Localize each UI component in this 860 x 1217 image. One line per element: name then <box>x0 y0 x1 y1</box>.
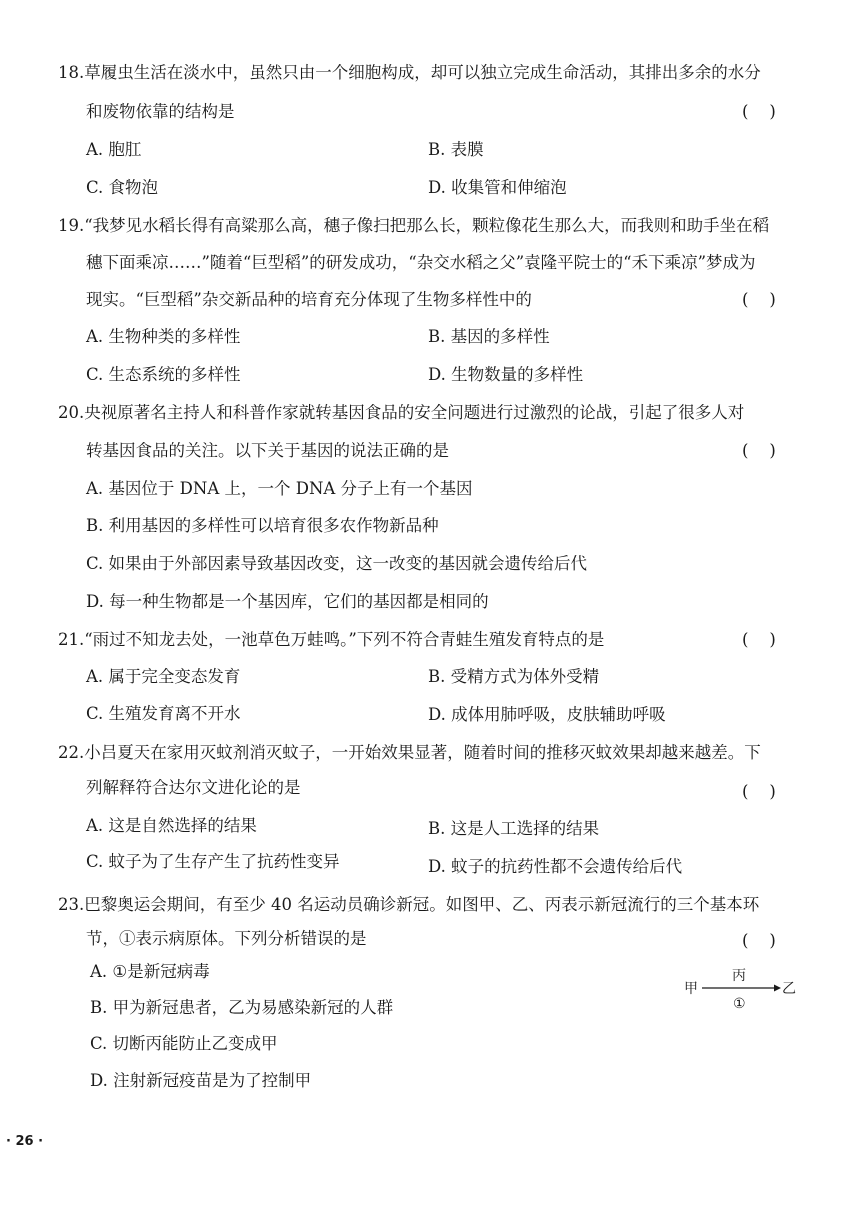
q20-stem-line-1: 20.央视原著名主持人和科普作家就转基因食品的安全问题进行过激烈的论战，引起了很多人对 <box>58 403 745 422</box>
diagram-arrow-head <box>774 985 781 992</box>
q19-stem-line-2: 穗下面乘凉……”随着“巨型稻”的研发成功，“杂交水稻之父”袁隆平院士的“禾下乘凉”梦成为 <box>86 253 756 272</box>
q23-option-d: D. 注射新冠疫苗是为了控制甲 <box>90 1071 312 1090</box>
q18-option-d: D. 收集管和伸缩泡 <box>428 178 567 197</box>
q21-option-d: D. 成体用肺呼吸，皮肤辅助呼吸 <box>428 705 666 724</box>
diagram-label-yi: 乙 <box>782 981 796 997</box>
q21-option-b: B. 受精方式为体外受精 <box>428 667 600 686</box>
q22-stem-line-2: 列解释符合达尔文进化论的是 <box>86 778 301 797</box>
q22-option-d: D. 蚊子的抗药性都不会遗传给后代 <box>428 857 683 876</box>
q19-option-a: A. 生物种类的多样性 <box>86 327 241 346</box>
q20-option-c: C. 如果由于外部因素导致基因改变，这一改变的基因就会遗传给后代 <box>86 554 588 573</box>
q18-option-c: C. 食物泡 <box>86 178 159 197</box>
q22-option-c: C. 蚊子为了生存产生了抗药性变异 <box>86 852 340 871</box>
q19-option-d: D. 生物数量的多样性 <box>428 365 584 384</box>
q19-answer-paren: ( ) <box>742 290 776 309</box>
q23-answer-paren: ( ) <box>742 931 776 950</box>
q21-option-a: A. 属于完全变态发育 <box>86 667 241 686</box>
q19-option-c: C. 生态系统的多样性 <box>86 365 241 384</box>
q20-option-d: D. 每一种生物都是一个基因库，它们的基因都是相同的 <box>86 592 489 611</box>
q18-stem-line-2: 和废物依靠的结构是 <box>86 102 235 121</box>
q23-option-c: C. 切断丙能防止乙变成甲 <box>90 1034 278 1053</box>
transmission-diagram <box>684 966 794 1012</box>
q23-option-b: B. 甲为新冠患者，乙为易感染新冠的人群 <box>90 998 394 1017</box>
q21-stem-line-1: 21.“雨过不知龙去处，一池草色万蛙鸣。”下列不符合青蛙生殖发育特点的是 <box>58 630 605 649</box>
q20-option-b: B. 利用基因的多样性可以培育很多农作物新品种 <box>86 516 439 535</box>
q20-stem-line-2: 转基因食品的关注。以下关于基因的说法正确的是 <box>86 441 449 460</box>
q20-option-a: A. 基因位于 DNA 上，一个 DNA 分子上有一个基因 <box>86 479 473 498</box>
q22-option-b: B. 这是人工选择的结果 <box>428 819 600 838</box>
q18-stem-line-1: 18.草履虫生活在淡水中，虽然只由一个细胞构成，却可以独立完成生命活动，其排出多余的水分 <box>58 63 761 82</box>
q23-stem-line-1: 23.巴黎奥运会期间，有至少 40 名运动员确诊新冠。如图甲、乙、丙表示新冠流行的三个基本环 <box>58 895 760 914</box>
q18-option-b: B. 表膜 <box>428 140 484 159</box>
q22-answer-paren: ( ) <box>742 782 776 801</box>
q19-stem-line-1: 19.“我梦见水稻长得有高粱那么高，穗子像扫把那么长，颗粒像花生那么大，而我则和助手坐在稻 <box>58 216 770 235</box>
q19-option-b: B. 基因的多样性 <box>428 327 550 346</box>
q18-option-a: A. 胞肛 <box>86 140 142 159</box>
q18-answer-paren: ( ) <box>742 102 776 121</box>
diagram-label-pathogen: ① <box>733 996 746 1012</box>
q23-stem-line-2: 节，①表示病原体。下列分析错误的是 <box>86 929 367 948</box>
q19-stem-line-3: 现实。“巨型稻”杂交新品种的培育充分体现了生物多样性中的 <box>86 290 532 309</box>
q23-option-a: A. ①是新冠病毒 <box>90 962 210 981</box>
diagram-label-bing: 丙 <box>732 968 746 984</box>
q20-answer-paren: ( ) <box>742 441 776 460</box>
q21-option-c: C. 生殖发育离不开水 <box>86 704 241 723</box>
page-number: · 26 · <box>6 1134 44 1149</box>
q21-answer-paren: ( ) <box>742 630 776 649</box>
diagram-label-jia: 甲 <box>684 981 698 997</box>
q22-stem-line-1: 22.小吕夏天在家用灭蚊剂消灭蚊子，一开始效果显著，随着时间的推移灭蚊效果却越来越差。下 <box>58 743 761 762</box>
q22-option-a: A. 这是自然选择的结果 <box>86 816 257 835</box>
